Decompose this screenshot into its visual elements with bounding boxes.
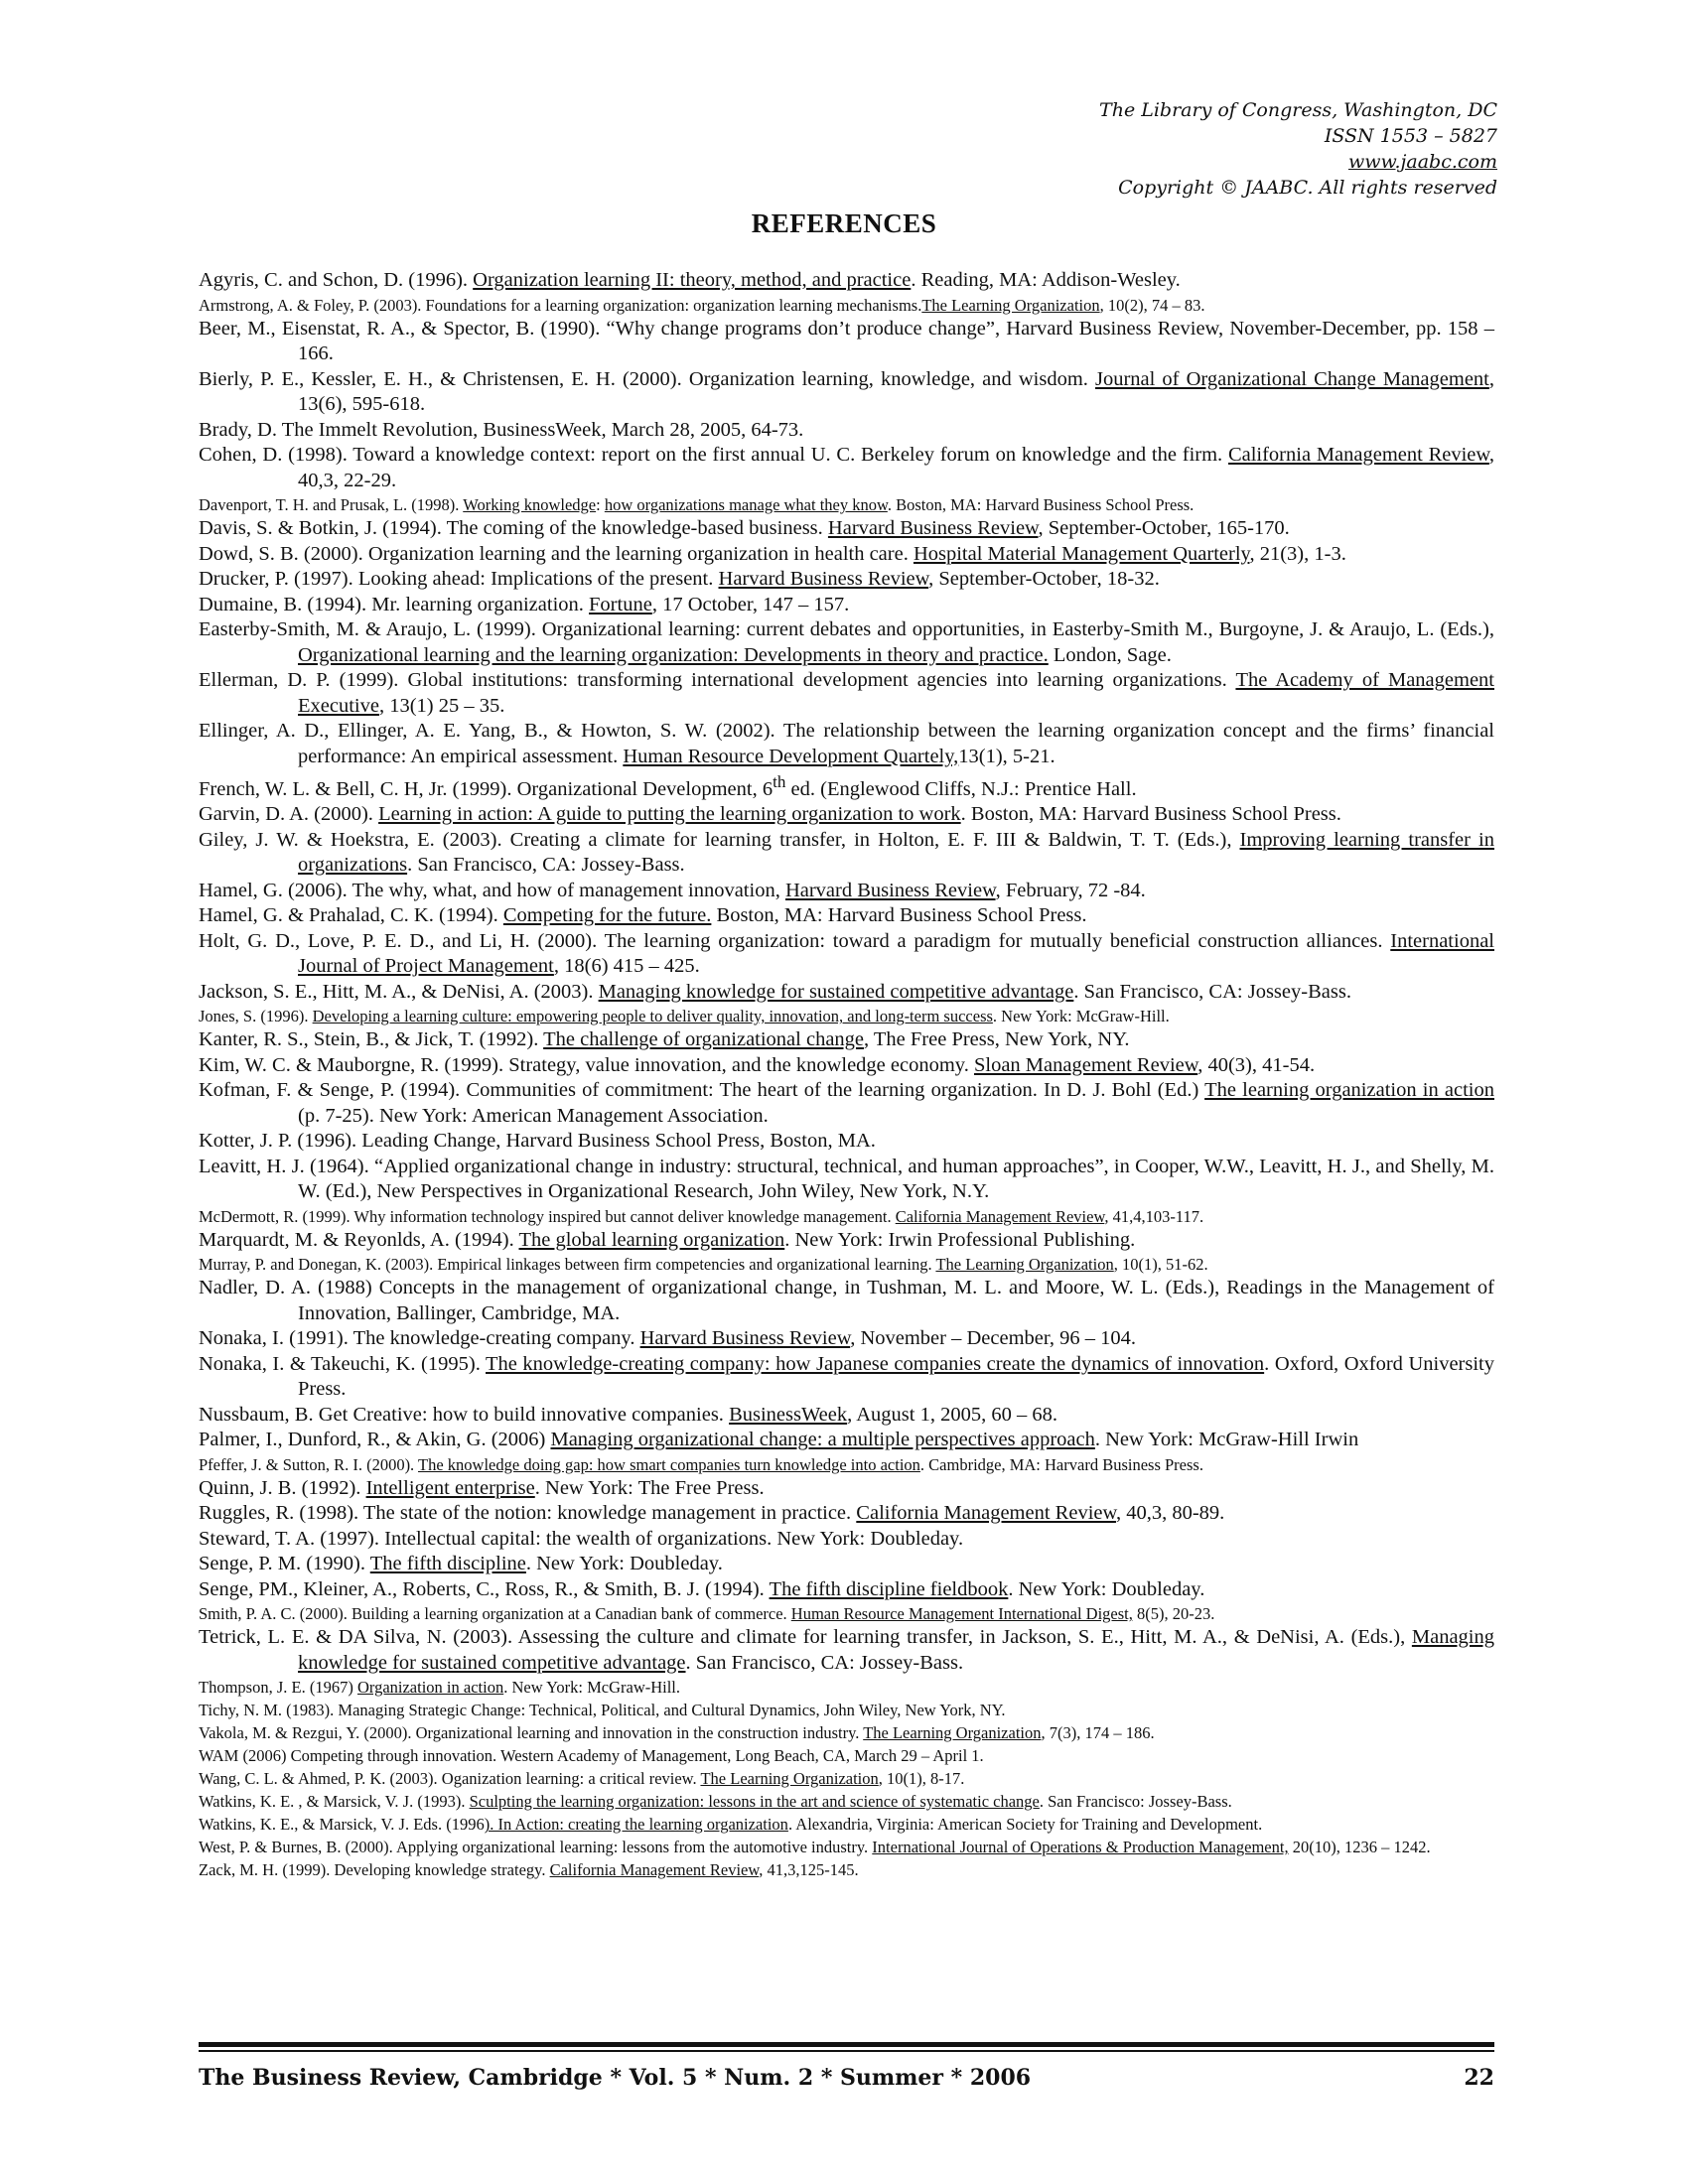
reference-source-title: Intelligent enterprise [365,1476,535,1499]
page-number: 22 [1464,2065,1494,2091]
reference-source-title: Harvard Business Review [827,517,1039,539]
reference-text: Bierly, P. E., Kessler, E. H., & Christensen, E. H. (2000). Organization learning, knowledge, and wisdom. [199,367,1095,390]
reference-entry [199,903,1494,929]
reference-text: Watkins, K. E. , & Marsick, V. J. (1993). [199,1792,470,1812]
reference-text: . San Francisco: Jossey-Bass. [1039,1792,1232,1812]
reference-source-title: Managing organizational change: a multiple perspectives approach [550,1429,1095,1451]
reference-entry [199,802,1494,828]
reference-text: Davenport, T. H. and Prusak, L. (1998). [199,495,464,514]
journal-header [1099,97,1497,201]
reference-text: 8(5), 20-23. [1132,1604,1215,1624]
reference-text: , 40(3), 41-54. [1197,1053,1316,1076]
reference-entry [199,493,1494,516]
reference-text: . San Francisco, CA: Jossey-Bass. [407,854,685,877]
reference-text: Kim, W. C. & Mauborgne, R. (1999). Strategy, value innovation, and the knowledge economy. [199,1053,974,1076]
reference-entry [199,980,1494,1006]
reference-entry [199,617,1494,668]
reference-text: Holt, G. D., Love, P. E. D., and Li, H. (2000). The learning organization: toward a paradigm for mutually beneficial construction alliances. [199,929,1391,952]
reference-text: , 13(6), 595-618. [298,367,1494,415]
reference-source-title: Harvard Business Review [784,879,996,901]
header-issn-line: ISSN 1553 – 5827 [1324,125,1497,147]
reference-text: Hamel, G. (2006). The why, what, and how of management innovation, [199,879,785,901]
reference-entry [199,1326,1494,1352]
reference-source-title: The learning organization in action [1204,1079,1494,1102]
reference-text: Easterby-Smith, M. & Araujo, L. (1999). Organizational learning: current debates and opportunities, in Easterby-Smith M., Burgoyne, J. & Araujo, L. (Eds.), [199,618,1494,640]
reference-source-title: Hospital Material Management Quarterly [913,542,1250,565]
reference-source-title: Working knowledge [463,495,597,514]
reference-text: , September-October, 165-170. [1038,517,1290,539]
reference-source-title: International Journal of Operations & Production Management, [872,1838,1289,1857]
reference-text: , The Free Press, New York, NY. [864,1028,1130,1051]
reference-source-title: The Learning Organization [921,295,1100,315]
reference-source-title: Managing knowledge for sustained competitive advantage [298,1626,1494,1674]
reference-source-title: California Management Review [1227,444,1489,466]
reference-entry [199,1352,1494,1403]
reference-text: Jones, S. (1996). [199,1007,313,1026]
reference-text: , February, 72 -84. [995,879,1146,901]
reference-text: Nonaka, I. (1991). The knowledge-creating company. [199,1327,640,1350]
reference-source-title: The fifth discipline [369,1553,526,1575]
reference-text: , 10(2), 74 – 83. [1099,295,1205,315]
reference-text: . Boston, MA: Harvard Business School Press. [960,803,1341,826]
reference-text: McDermott, R. (1999). Why information technology inspired but cannot deliver knowledge management. [199,1206,896,1226]
reference-entry [199,1027,1494,1053]
reference-text: , 41,4,103-117. [1104,1206,1204,1226]
reference-source-title: Managing knowledge for sustained competitive advantage [598,980,1074,1003]
reference-text: . New York: Doubleday. [525,1553,723,1575]
reference-entry [199,769,1494,802]
reference-entry [199,1155,1494,1205]
reference-text: Davis, S. & Botkin, J. (1994). The coming of the knowledge-based business. [199,517,828,539]
reference-entry [199,1253,1494,1276]
reference-entry [199,1552,1494,1577]
reference-text: 20(10), 1236 – 1242. [1288,1838,1431,1857]
reference-text: . Reading, MA: Addison-Wesley. [911,269,1181,291]
reference-source-title: Competing for the future. [502,904,712,927]
reference-entry [199,542,1494,568]
reference-text: Cohen, D. (1998). Toward a knowledge context: report on the first annual U. C. Berkeley forum on knowledge and the firm. [199,444,1228,466]
reference-source-title: The knowledge-creating company: how Japanese companies create the dynamics of innovation [486,1352,1265,1375]
reference-text: Dumaine, B. (1994). Mr. learning organization. [199,593,590,615]
reference-text: Steward, T. A. (1997). Intellectual capital: the wealth of organizations. New York: Doubleday. [199,1527,964,1550]
reference-text: Nussbaum, B. Get Creative: how to build innovative companies. [199,1403,730,1426]
reference-text: , 7(3), 174 – 186. [1041,1723,1155,1743]
reference-source-title: The Learning Organization [863,1723,1042,1743]
reference-text: Palmer, I., Dunford, R., & Akin, G. (2006) [199,1429,551,1451]
reference-superscript: th [773,772,786,791]
reference-source-title: Organization learning II: theory, method, and practice [473,269,912,291]
header-copyright-line: Copyright © JAABC. All rights reserved [1118,177,1497,199]
reference-source-title: Learning in action: A guide to putting the learning organization to work [378,803,961,826]
reference-entry [199,879,1494,904]
reference-entry [199,567,1494,593]
reference-entry [199,1276,1494,1326]
reference-entry [199,1005,1494,1027]
reference-text: Agyris, C. and Schon, D. (1996). [199,269,474,291]
reference-source-title: California Management Review [895,1206,1105,1226]
reference-entry [199,1403,1494,1429]
reference-text: Leavitt, H. J. (1964). “Applied organizational change in industry: structural, technical, and human approaches”, in Cooper, W.W., Leavitt, H. J., and Shelly, M. W. (Ed.), New Perspectives in Organizational Research, John Wiley, New York, N.Y. [199,1155,1494,1203]
reference-source-title: Human Resource Management International Digest, [790,1604,1133,1624]
reference-source-title: Developing a learning culture: empowering people to deliver quality, innovation, and long-term success [312,1007,993,1026]
reference-text: Hamel, G. & Prahalad, C. K. (1994). [199,904,503,927]
reference-entry [199,668,1494,719]
reference-source-title: The Learning Organization [700,1769,879,1789]
reference-text: . New York: McGraw-Hill. [992,1007,1170,1026]
reference-text: West, P. & Burnes, B. (2000). Applying organizational learning: lessons from the automotive industry. [199,1838,873,1857]
footer-divider-thin [199,2050,1494,2052]
reference-source-title: how organizations manage what they know [604,495,888,514]
reference-source-title: The Learning Organization [935,1255,1114,1275]
reference-text: Quinn, J. B. (1992). [199,1476,366,1499]
reference-entry [199,294,1494,317]
reference-entry [199,1577,1494,1603]
reference-entry [199,1527,1494,1553]
header-library-line: The Library of Congress, Washington, DC [1099,99,1497,121]
reference-text: Wang, C. L. & Ahmed, P. K. (2003). Oganization learning: a critical review. [199,1769,701,1789]
reference-source-title: ). In Action: creating the learning organization [484,1815,788,1835]
reference-source-title: Sloan Management Review [973,1053,1198,1076]
page-title: REFERENCES [751,208,937,238]
reference-text: Senge, PM., Kleiner, A., Roberts, C., Ross, R., & Smith, B. J. (1994). [199,1577,770,1600]
reference-entry [199,929,1494,980]
reference-text: . New York: McGraw-Hill Irwin [1094,1429,1359,1451]
reference-entry [199,1228,1494,1254]
reference-text: , 40,3, 22-29. [298,444,1495,491]
reference-text: Watkins, K. E., & Marsick, V. J. Eds. (1996 [199,1815,485,1835]
reference-text: Senge, P. M. (1990). [199,1553,370,1575]
header-url-link[interactable]: www.jaabc.com [1347,151,1497,173]
reference-text: Tetrick, L. E. & DA Silva, N. (2003). Assessing the culture and climate for learning transfer, in Jackson, S. E., Hitt, M. A., & DeNisi, A. (Eds.), [199,1626,1412,1649]
reference-source-title: BusinessWeek [729,1403,848,1426]
reference-text: ed. (Englewood Cliffs, N.J.: Prentice Hall. [785,777,1137,800]
reference-text: WAM (2006) Competing through innovation. Western Academy of Management, Long Beach, CA, March 29 – April 1. [199,1746,984,1766]
reference-text: , September-October, 18-32. [928,568,1160,590]
footer-journal-info: The Business Review, Cambridge * Vol. 5 * Num. 2 * Summer * 2006 [199,2065,1032,2091]
reference-entry [199,719,1494,769]
reference-source-title: Improving learning transfer in organizations [298,828,1494,877]
reference-source-title: The challenge of organizational change [543,1028,865,1051]
reference-source-title: The Academy of Management Executive [298,669,1494,717]
reference-text: Nadler, D. A. (1988) Concepts in the management of organizational change, in Tushman, M. L. and Moore, W. L. (Eds.), Readings in the Management of Innovation, Ballinger, Cambridge, MA. [199,1277,1494,1324]
reference-text: 13(1), 5-21. [958,745,1055,767]
reference-text: , 21(3), 1-3. [1249,542,1346,565]
reference-entry [199,1476,1494,1502]
reference-entry [199,1453,1494,1476]
reference-source-title: Sculpting the learning organization: lessons in the art and science of systematic change [469,1792,1040,1812]
reference-text: Drucker, P. (1997). Looking ahead: Implications of the present. [199,568,719,590]
reference-entry [199,1602,1494,1625]
reference-text: Zack, M. H. (1999). Developing knowledge strategy. [199,1860,550,1880]
reference-text: , 10(1), 51-62. [1113,1255,1208,1275]
reference-entry [199,593,1494,618]
reference-source-title: California Management Review [856,1502,1116,1525]
reference-source-title: The fifth discipline fieldbook [769,1577,1009,1600]
reference-text: Kotter, J. P. (1996). Leading Change, Harvard Business School Press, Boston, MA. [199,1130,876,1153]
reference-text: , August 1, 2005, 60 – 68. [847,1403,1057,1426]
reference-text: Giley, J. W. & Hoekstra, E. (2003). Creating a climate for learning transfer, in Holton, E. F. III & Baldwin, T. T. (Eds.), [199,828,1240,851]
reference-text: . New York: The Free Press. [534,1476,765,1499]
reference-entry [199,828,1494,879]
reference-text: Beer, M., Eisenstat, R. A., & Spector, B. (1990). “Why change programs don’t produce change”, Harvard Business Review, November-December, pp. 158 – 166. [199,317,1494,364]
reference-entry [199,1428,1494,1453]
reference-text: Murray, P. and Donegan, K. (2003). Empirical linkages between firm competencies and organizational learning. [199,1255,936,1275]
reference-entry [199,1744,1494,1767]
footer-divider-thick [199,2042,1494,2047]
reference-source-title: Organization in action [356,1678,504,1698]
reference-source-title: The knowledge doing gap: how smart companies turn knowledge into action [418,1454,920,1474]
reference-text: , 41,3,125-145. [759,1860,859,1880]
reference-source-title: Fortune [589,593,652,615]
reference-text: Ellinger, A. D., Ellinger, A. E. Yang, B., & Howton, S. W. (2002). The relationship between the learning organization concept and the firms’ financial performance: An empirical assessment. [199,720,1494,767]
reference-entry [199,516,1494,542]
reference-source-title: Journal of Organizational Change Management [1094,367,1489,390]
reference-text: . New York: McGraw-Hill. [503,1678,681,1698]
reference-text: : [596,495,605,514]
reference-entry [199,1767,1494,1790]
reference-text: Ruggles, R. (1998). The state of the notion: knowledge management in practice. [199,1502,857,1525]
reference-entry [199,1836,1494,1858]
reference-entry [199,1699,1494,1721]
reference-text: Pfeffer, J. & Sutton, R. I. (2000). [199,1454,419,1474]
reference-text: . Alexandria, Virginia: American Society for Training and Development. [787,1815,1263,1835]
reference-source-title: Harvard Business Review [639,1327,851,1350]
reference-text: , 10(1), 8-17. [878,1769,965,1789]
reference-text: Garvin, D. A. (2000). [199,803,379,826]
reference-source-title: International Journal of Project Management [298,929,1494,978]
reference-text: , November – December, 96 – 104. [850,1327,1137,1350]
reference-text: . New York: Doubleday. [1008,1577,1205,1600]
reference-text: Kofman, F. & Senge, P. (1994). Communities of commitment: The heart of the learning organization. In D. J. Bohl (Ed.) [199,1079,1205,1102]
reference-text: Dowd, S. B. (2000). Organization learning and the learning organization in health care. [199,542,914,565]
reference-entry [199,418,1494,444]
reference-entry [199,317,1494,367]
reference-entry [199,1053,1494,1079]
reference-entry [199,1501,1494,1527]
reference-entry [199,443,1494,493]
reference-text: . New York: Irwin Professional Publishing. [784,1228,1136,1251]
reference-entry [199,1813,1494,1836]
reference-text: Boston, MA: Harvard Business School Press. [711,904,1087,927]
reference-text: , 13(1) 25 – 35. [378,694,505,717]
reference-entry [199,1625,1494,1676]
reference-source-title: Human Resource Development Quartely, [623,745,959,767]
reference-text: . Cambridge, MA: Harvard Business Press. [919,1454,1203,1474]
reference-text: Tichy, N. M. (1983). Managing Strategic Change: Technical, Political, and Cultural Dynamics, John Wiley, New York, NY. [199,1701,1006,1720]
reference-text: Nonaka, I. & Takeuchi, K. (1995). [199,1352,487,1375]
reference-text: Jackson, S. E., Hitt, M. A., & DeNisi, A. (2003). [199,980,599,1003]
reference-text: Kanter, R. S., Stein, B., & Jick, T. (1992). [199,1028,544,1051]
reference-entry [199,1790,1494,1813]
reference-entry [199,1078,1494,1129]
reference-text: Brady, D. The Immelt Revolution, BusinessWeek, March 28, 2005, 64-73. [199,418,804,441]
reference-text: , 17 October, 147 – 157. [651,593,850,615]
reference-text: . Oxford, Oxford University Press. [298,1352,1495,1401]
reference-text: , 40,3, 80-89. [1115,1502,1225,1525]
reference-text: , 18(6) 415 – 425. [553,955,700,978]
reference-list [199,268,1494,1881]
reference-source-title: Harvard Business Review [718,568,929,590]
reference-entry [199,367,1494,418]
reference-entry [199,1858,1494,1881]
reference-entry [199,1205,1494,1228]
reference-entry [199,268,1494,294]
reference-text: Ellerman, D. P. (1999). Global institutions: transforming international development agencies into learning organizations. [199,669,1236,691]
reference-text: Smith, P. A. C. (2000). Building a learning organization at a Canadian bank of commerce. [199,1604,791,1624]
reference-text: French, W. L. & Bell, C. H, Jr. (1999). Organizational Development, 6 [199,777,774,800]
reference-text: . San Francisco, CA: Jossey-Bass. [685,1651,964,1674]
reference-text: . Boston, MA: Harvard Business School Press. [887,495,1195,514]
reference-entry [199,1721,1494,1744]
reference-text: (p. 7-25). New York: American Management Association. [298,1104,769,1127]
reference-text: . San Francisco, CA: Jossey-Bass. [1073,980,1351,1003]
reference-source-title: California Management Review [549,1860,760,1880]
reference-text: Thompson, J. E. (1967) [199,1678,357,1698]
reference-text: Marquardt, M. & Reyonlds, A. (1994). [199,1228,519,1251]
reference-source-title: Organizational learning and the learning organization: Developments in theory and practice. [298,643,1049,666]
reference-text: Armstrong, A. & Foley, P. (2003). Foundations for a learning organization: organization learning mechanisms. [199,295,922,315]
reference-text: Vakola, M. & Rezgui, Y. (2000). Organizational learning and innovation in the construction industry. [199,1723,864,1743]
reference-entry [199,1129,1494,1155]
reference-text: London, Sage. [1048,643,1172,666]
reference-entry [199,1676,1494,1699]
reference-source-title: The global learning organization [518,1228,785,1251]
